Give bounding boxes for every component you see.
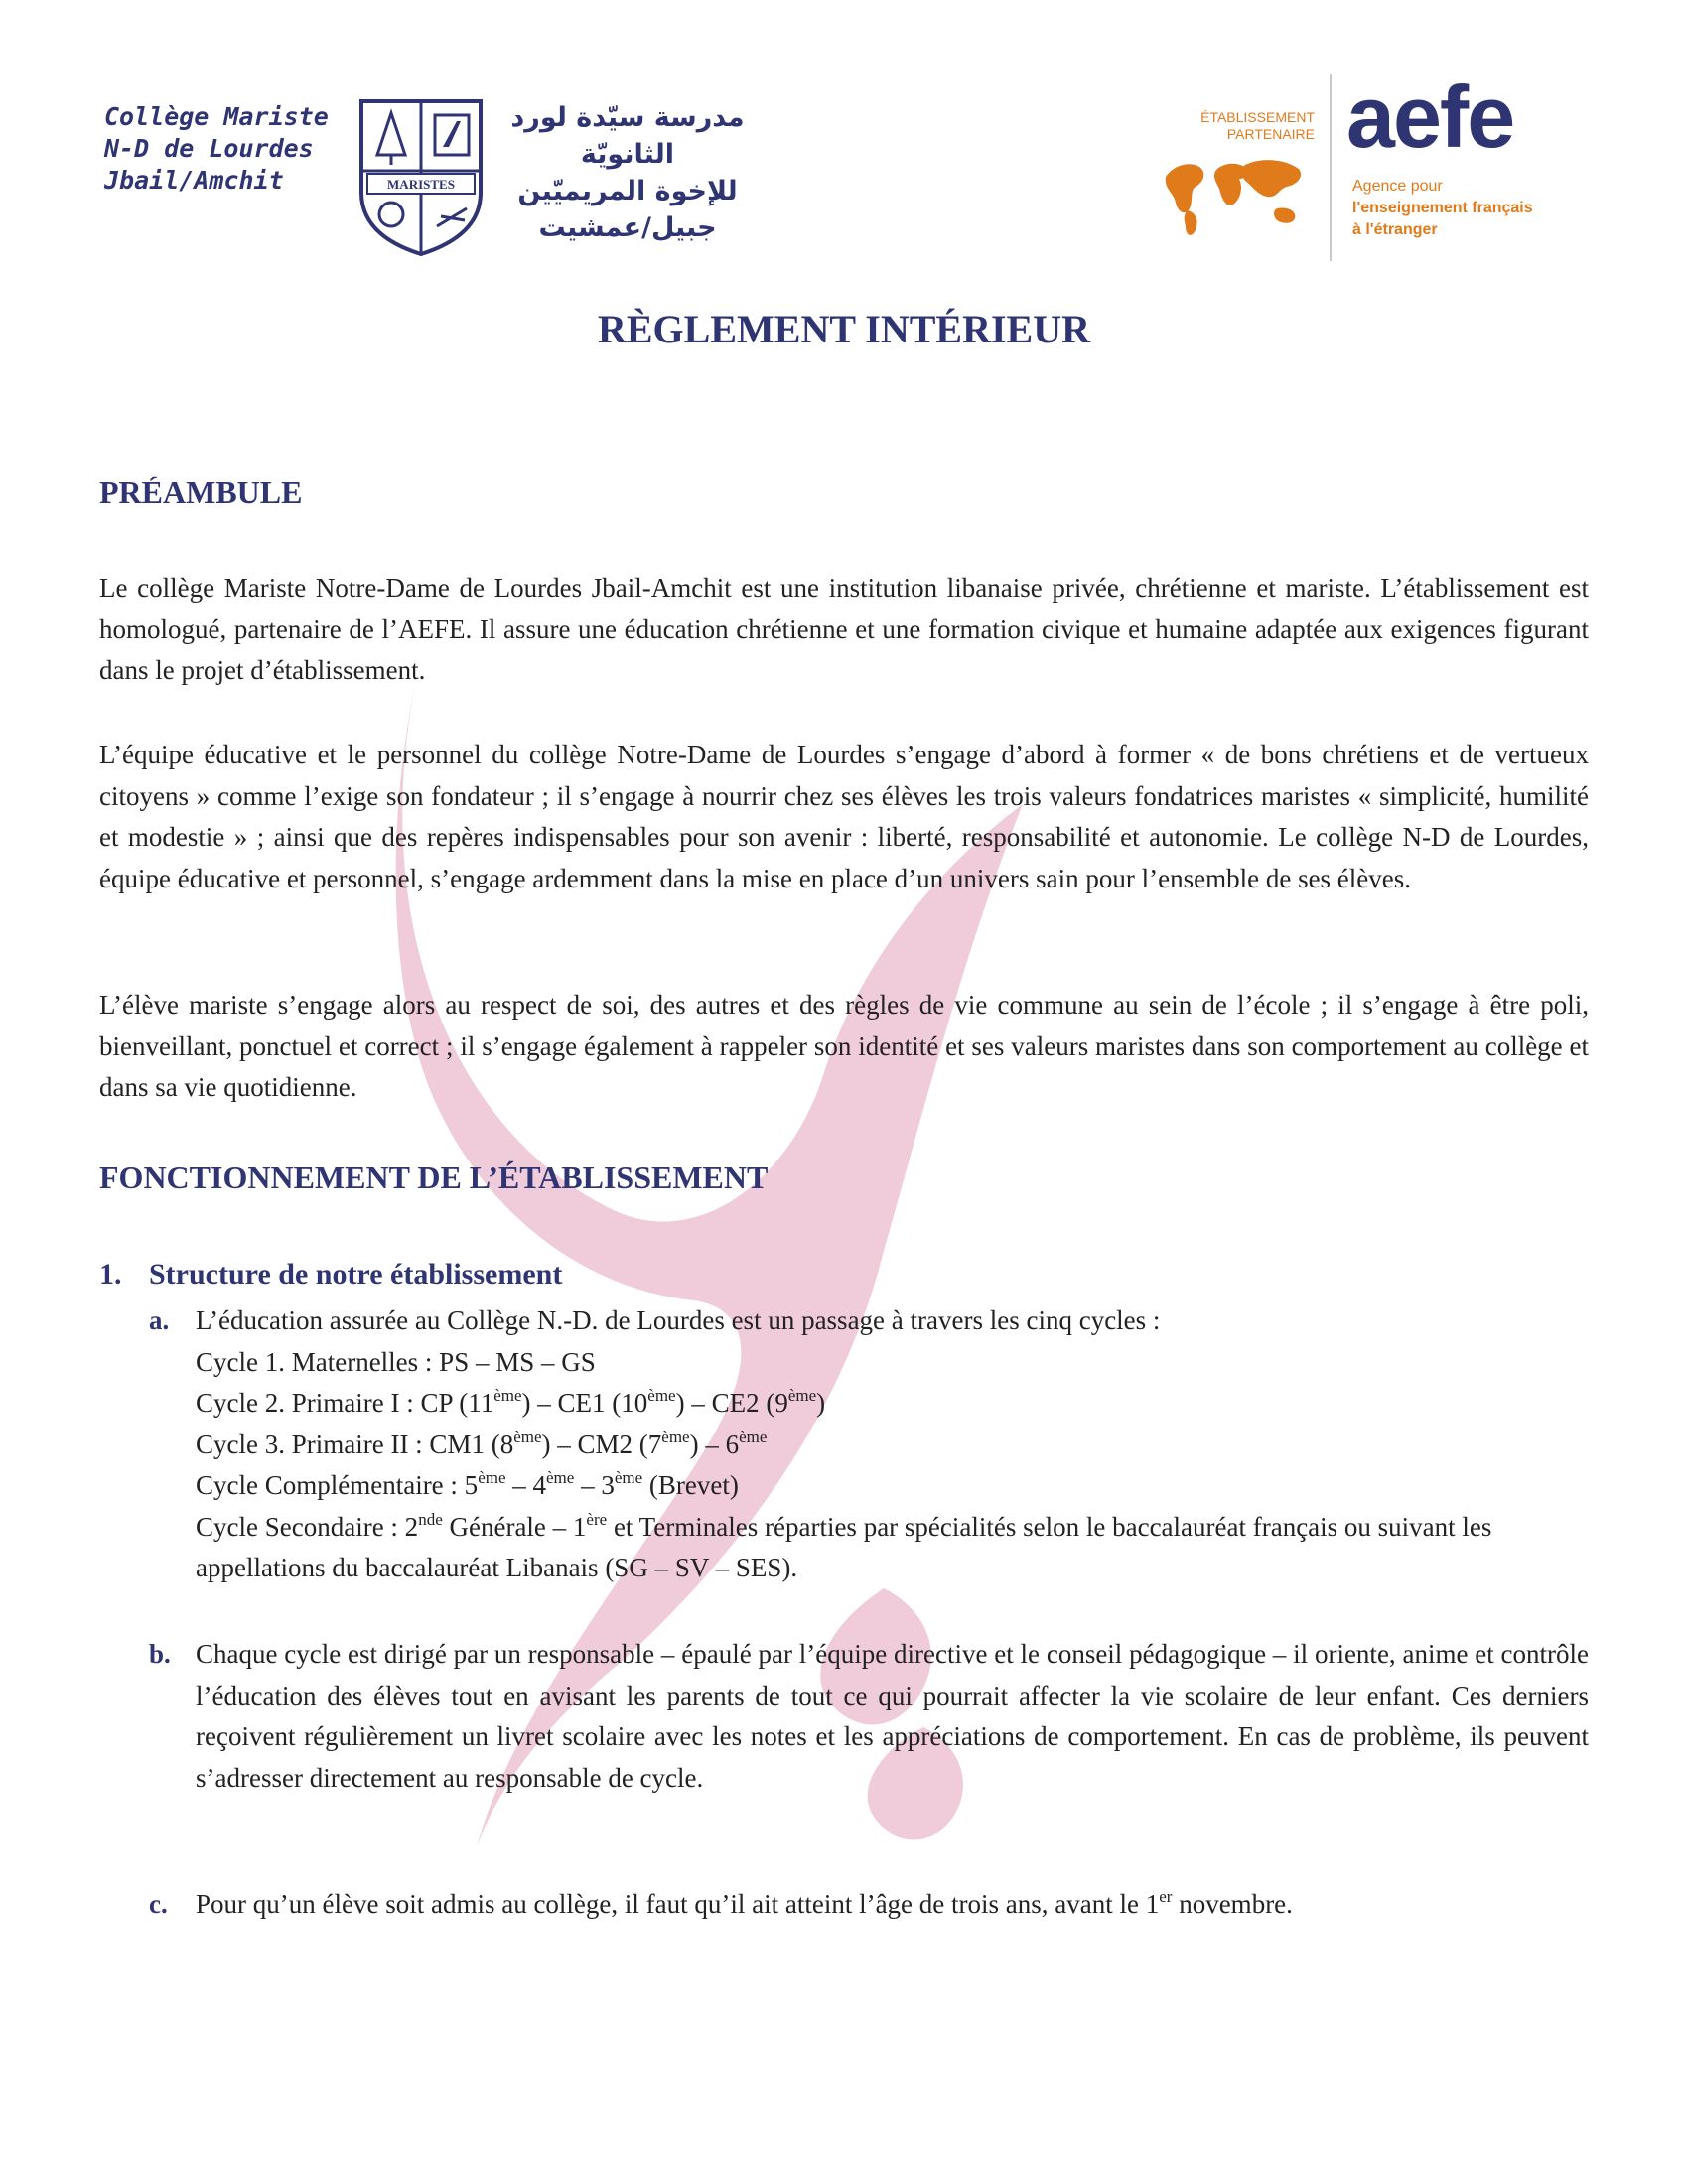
cycle-2-line: Cycle 2. Primaire I : CP (11ème) – CE1 (10ème) – CE2 (9ème) <box>196 1385 826 1418</box>
document-title: RÈGLEMENT INTÉRIEUR <box>597 307 1091 351</box>
school-name-fr-line1: Collège Mariste <box>104 102 329 131</box>
item-a-intro: L’éducation assurée au Collège N.-D. de Lourdes est un passage à travers les cinq cycles : <box>196 1305 1161 1335</box>
crest-label: MARISTES <box>387 177 455 192</box>
aefe-tagline-line1: Agence pour <box>1352 178 1443 195</box>
school-name-fr <box>104 101 329 197</box>
item-c <box>149 1884 1589 1926</box>
school-name-ar-line3: جبيل/عمشيت <box>538 212 717 243</box>
partner-divider <box>1330 74 1332 261</box>
preambule-paragraph-2: L’équipe éducative et le personnel du collège Notre-Dame de Lourdes s’engage d’abord à former « de bons chrétiens et de vertueux citoyens » comme l’exige son fondateur ; il s’engage à nourrir chez ses élèves les trois valeurs fondatrices maristes « simplicité, humilité et modestie » ; ainsi que des repères indispensables pour son avenir : liberté, responsabilité et autonomie. Le collège N-D de Lourdes, équipe éducative et personnel, s’engage ardemment dans la mise en place d’un univers sain pour l’ensemble de ses élèves. <box>99 740 1589 893</box>
item-b-text: Chaque cycle est dirigé par un responsable – épaulé par l’équipe directive et le conseil pédagogique – il oriente, anime et contrôle l’éducation des élèves tout en avisant les parents de tout ce qui pourrait affecter la vie scolaire de leur enfant. Ces derniers reçoivent régulièrement un livret scolaire avec les notes et les appréciations de comportement. En cas de problème, ils peuvent s’adresser directement au responsable de cycle. <box>196 1639 1589 1793</box>
partner-label-line1: ÉTABLISSEMENT <box>1200 109 1315 125</box>
school-crest-icon <box>357 97 485 258</box>
aefe-logo: aefe <box>1346 68 1514 166</box>
school-name-ar <box>494 99 761 246</box>
aefe-tagline-line2: l'enseignement français <box>1352 200 1533 216</box>
item-a-label: a. <box>149 1305 170 1335</box>
section-1-number: 1. <box>99 1258 122 1291</box>
preambule-paragraph-3: L’élève mariste s’engage alors au respect de soi, des autres et des règles de vie commune au sein de l’école ; il s’engage à être poli, bienveillant, ponctuel et correct ; il s’engage également à rappeler son identité et ses valeurs maristes dans son comportement au collège et dans sa vie quotidienne. <box>99 990 1589 1102</box>
section-1-title: Structure de notre établissement <box>149 1258 563 1291</box>
cycle-secondaire-line: Cycle Secondaire : 2nde Générale – 1ère et Terminales réparties par spécialités selon le baccalauréat français ou suivant les appellations du baccalauréat Libanais (SG – SV – SES). <box>196 1509 1492 1582</box>
aefe-tagline <box>1352 176 1533 241</box>
school-name-fr-line3: Jbail/Amchit <box>104 166 284 195</box>
world-map-icon <box>1160 147 1309 242</box>
section-1-heading <box>99 1255 562 1295</box>
school-name-ar-line1: مدرسة سيّدة لورد الثانويّة <box>510 102 745 170</box>
cycle-complementaire-line: Cycle Complémentaire : 5ème – 4ème – 3ème (Brevet) <box>196 1467 739 1500</box>
preambule-heading: PRÉAMBULE <box>99 475 303 510</box>
item-b <box>149 1634 1589 1799</box>
cycle-1-line: Cycle 1. Maternelles : PS – MS – GS <box>196 1346 596 1377</box>
fonctionnement-heading: FONCTIONNEMENT DE L’ÉTABLISSEMENT <box>99 1160 769 1195</box>
partner-label-line2: PARTENAIRE <box>1226 126 1315 142</box>
cycle-3-line: Cycle 3. Primaire II : CM1 (8ème) – CM2 (7ème) – 6ème <box>196 1427 768 1459</box>
school-name-fr-line2: N-D de Lourdes <box>104 134 314 163</box>
partner-label <box>1172 109 1315 143</box>
item-a <box>149 1300 1589 1589</box>
item-c-text: Pour qu’un élève soit admis au collège, il faut qu’il ait atteint l’âge de trois ans, avant le 1er novembre. <box>196 1886 1293 1919</box>
item-b-label: b. <box>149 1639 171 1669</box>
aefe-tagline-line3: à l'étranger <box>1352 221 1438 238</box>
item-c-label: c. <box>149 1889 168 1919</box>
school-name-ar-line2: للإخوة المريميّين <box>517 176 738 206</box>
preambule-paragraph-1: Le collège Mariste Notre-Dame de Lourdes Jbail-Amchit est une institution libanaise privée, chrétienne et mariste. L’établissement est homologué, partenaire de l’AEFE. Il assure une éducation chrétienne et une formation civique et humaine adaptée aux exigences figurant dans le projet d’établissement. <box>99 573 1589 685</box>
